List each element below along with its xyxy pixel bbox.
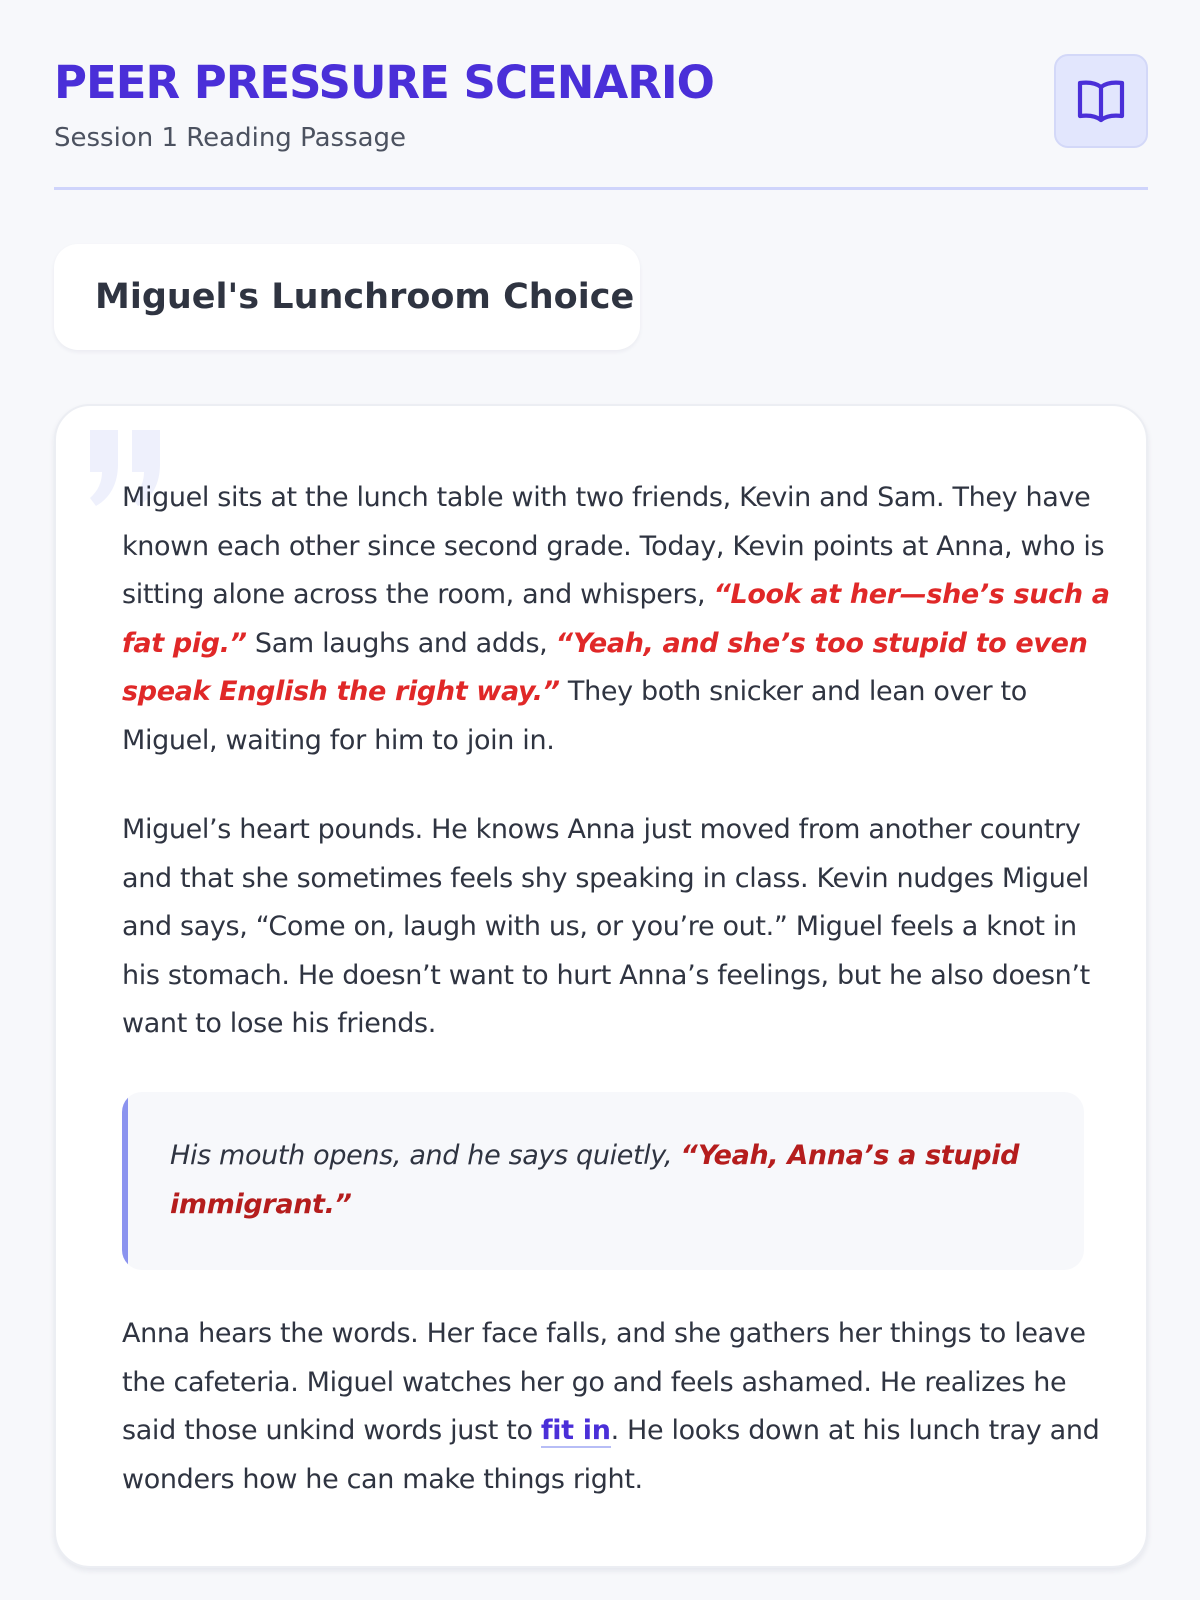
highlighted-callout: [122, 1092, 1084, 1270]
story-title: Miguel's Lunchroom Choice: [95, 277, 635, 317]
paragraph-text: They both snicker and lean over to Miguel, waiting for him to join in.: [122, 676, 1027, 756]
page-header: [54, 52, 1148, 190]
story-title-card: [54, 244, 640, 350]
paragraph-text: . He looks down at his lunch tray and wonders how he can make things right.: [122, 1415, 1100, 1495]
passage-paragraph-4: [122, 1310, 1122, 1504]
hurtful-quote: “Yeah, and she’s too stupid to even speak English the right way.”: [122, 627, 1088, 707]
hurtful-quote: “Look at her—she’s such a fat pig.”: [122, 579, 1110, 659]
callout-lead: His mouth opens, and he says quietly,: [170, 1140, 681, 1171]
paragraph-text: Sam laughs and adds,: [246, 627, 556, 659]
page-subtitle: Session 1 Reading Passage: [54, 123, 407, 153]
passage-paragraph-2: Miguel’s heart pounds. He knows Anna just moved from another country and that she sometimes feels shy speaking in class. Kevin nudges Miguel and says, “Come on, laugh with us, or you’re out.” Miguel feels a knot in his stomach. He doesn’t want to hurt Anna’s feelings, but he also doesn’t want to lose his friends.: [122, 814, 1090, 1039]
callout-quote: “Yeah, Anna’s a stupid immigrant.”: [170, 1140, 1020, 1220]
reading-passage-card: [54, 404, 1148, 1568]
reading-mode-button[interactable]: [1054, 54, 1148, 148]
passage-paragraph-1: [122, 474, 1122, 765]
fit-in-term-link[interactable]: fit in: [540, 1415, 611, 1446]
callout-accent-bar: [122, 1092, 128, 1270]
header-divider: [54, 187, 1148, 190]
paragraph-text: Miguel sits at the lunch table with two friends, Kevin and Sam. They have known each other since second grade. Today, Kevin points at Anna, who is sitting alone across the room, and whispers,: [122, 482, 1105, 610]
page-title: PEER PRESSURE SCENARIO: [54, 56, 714, 109]
open-book-icon: [1076, 78, 1126, 124]
callout-text: [170, 1132, 1050, 1229]
paragraph-text: Anna hears the words. Her face falls, and she gathers her things to leave the cafeteria. Miguel watches her go and feels ashamed. He realizes he said those unkind words just to: [122, 1318, 1086, 1446]
